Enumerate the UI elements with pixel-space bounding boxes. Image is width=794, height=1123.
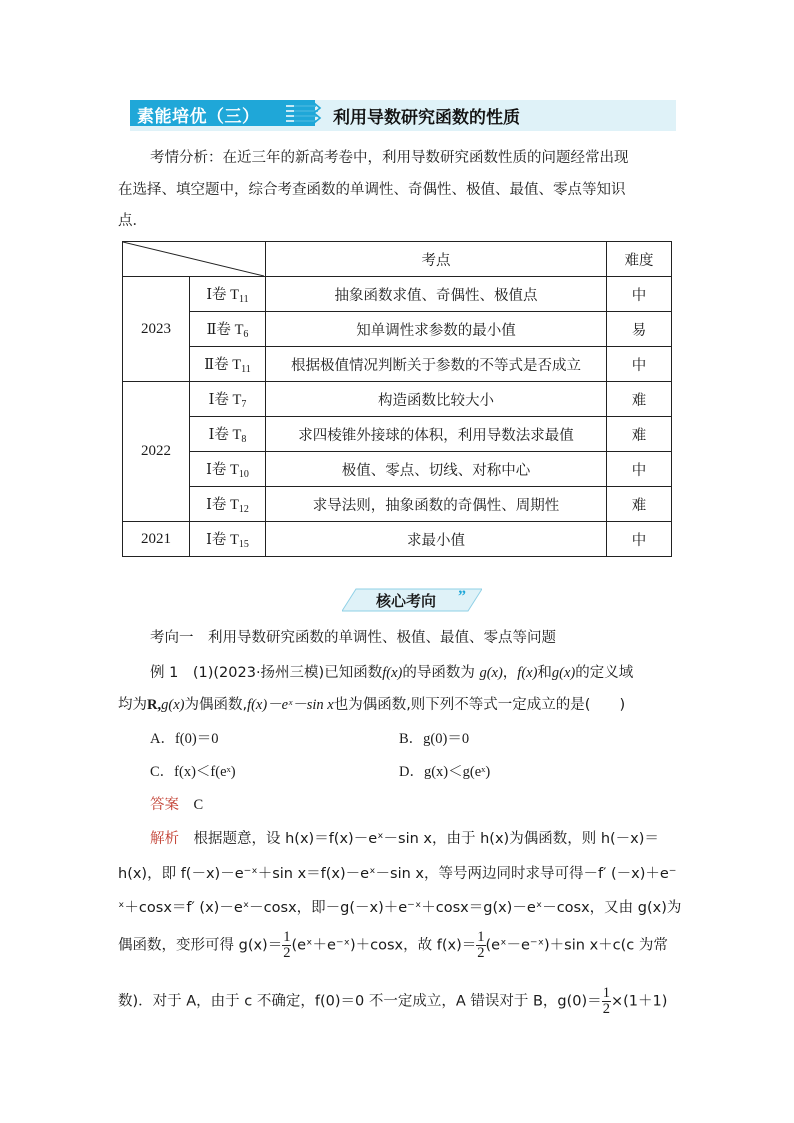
volume-label: Ⅱ卷 [204, 357, 229, 373]
question-number: 6 [243, 329, 249, 340]
solution-text-4a: 偶函数，变形可得 g(x)＝ [118, 937, 283, 954]
question-number: 11 [241, 364, 251, 375]
volume-cell [190, 382, 266, 417]
question-number: 7 [241, 399, 247, 410]
difficulty-cell: 中 [607, 347, 672, 382]
volume-cell [190, 452, 266, 487]
analysis-line-1: 考情分析：在近三年的新高考卷中，利用导数研究函数性质的问题经常出现 [150, 150, 629, 166]
topic-cell: 求导法则，抽象函数的奇偶性、周期性 [266, 487, 607, 522]
question-number: 8 [241, 434, 247, 445]
solution-text-1: 根据题意，设 h(x)＝f(x)－eˣ－sin x，由于 h(x)为偶函数，则 h(－x)＝ [193, 831, 659, 847]
solution-line-1 [150, 827, 659, 848]
topic-cell: 极值、零点、切线、对称中心 [266, 452, 607, 487]
page-title: 利用导数研究函数的性质 [333, 108, 520, 128]
question-letter: T [230, 497, 239, 513]
difficulty-cell: 难 [607, 417, 672, 452]
question-number: 15 [238, 539, 249, 550]
stem-text-c: 和 [537, 665, 552, 681]
analysis-line-2: 在选择、填空题中，综合考查函数的单调性、奇偶性、极值、最值、零点等知识 [118, 182, 626, 198]
svg-text:”: ” [458, 588, 466, 605]
example-stem-line-1: 例 1 (1)(2023·扬州三模)已知函数f(x)的导函数为 g(x)，f(x)和g(x)的定义域 [150, 665, 634, 681]
volume-label: Ⅰ卷 [208, 427, 229, 443]
question-letter: T [230, 287, 240, 303]
table-header-row [123, 242, 672, 277]
math-R: R, [147, 697, 162, 713]
difficulty-cell: 难 [607, 382, 672, 417]
section-banner-title: 核心考向 [376, 592, 437, 610]
solution-text-5b: ×(1＋1) [610, 993, 668, 1010]
diagonal-line [123, 242, 264, 276]
stem-text-d: 的定义域 [575, 665, 634, 681]
volume-label: Ⅰ卷 [208, 392, 229, 408]
stem-text-g: 也为偶函数,则下列不等式一定成立的是( ) [333, 697, 626, 713]
solution-line-4 [118, 930, 668, 961]
table-row [123, 487, 672, 522]
topic-cell: 构造函数比较大小 [266, 382, 607, 417]
table-row [123, 347, 672, 382]
math-gx-2: g(x) [551, 665, 576, 681]
volume-cell [190, 277, 266, 312]
example-label: 例 1 [150, 665, 179, 681]
volume-label: Ⅱ卷 [206, 322, 231, 338]
table-body [123, 277, 672, 557]
question-letter: T [234, 322, 244, 338]
difficulty-cell: 中 [607, 452, 672, 487]
option-b[interactable]: B．g(0)＝0 [399, 731, 470, 747]
question-letter: T [230, 462, 239, 478]
table-row [123, 312, 672, 347]
volume-cell [190, 417, 266, 452]
option-c[interactable]: C．f(x)＜f(eˣ) [150, 764, 236, 780]
answer-label: 答案 [150, 797, 179, 813]
diagonal-header-cell [123, 242, 266, 277]
fraction-numerator: 1 [477, 929, 485, 945]
topic-cell: 知单调性求参数的最小值 [266, 312, 607, 347]
example-stem-line-2 [118, 693, 625, 714]
math-expr: f(x)－eˣ－sin x [247, 697, 334, 713]
stem-text-b: 的导函数为 [402, 665, 475, 681]
stem-text-a: (1)(2023·扬州三模)已知函数 [192, 665, 383, 681]
analysis-line-3: 点． [118, 213, 147, 229]
solution-text-4b: (eˣ＋e⁻ˣ)＋cosx，故 f(x)＝ [291, 937, 477, 954]
volume-cell [190, 312, 266, 347]
question-letter: T [232, 427, 242, 443]
answer-value: C [193, 797, 204, 813]
exam-analysis-table [122, 241, 672, 557]
volume-label: Ⅰ卷 [206, 532, 227, 548]
difficulty-cell: 中 [607, 277, 672, 312]
fraction-half-3 [602, 986, 611, 1017]
table-row [123, 452, 672, 487]
difficulty-cell: 中 [607, 522, 672, 557]
stem-text-e: 均为 [118, 697, 147, 713]
topic-cell: 求四棱锥外接球的体积，利用导数法求最值 [266, 417, 607, 452]
volume-label: Ⅰ卷 [206, 462, 227, 478]
table-row [123, 382, 672, 417]
volume-label: Ⅰ卷 [206, 287, 227, 303]
difficulty-cell: 易 [607, 312, 672, 347]
topic-cell: 根据极值情况判断关于参数的不等式是否成立 [266, 347, 607, 382]
volume-cell [190, 522, 266, 557]
option-a[interactable]: A．f(0)＝0 [150, 731, 219, 747]
question-number: 11 [239, 294, 249, 305]
solution-text-4c: (eˣ－e⁻ˣ)＋sin x＋c(c 为常 [485, 937, 668, 954]
header-tag: 素能培优（三） [137, 107, 260, 127]
header-topic: 考点 [266, 242, 607, 277]
solution-line-2: h(x)，即 f(－x)－e⁻ˣ＋sin x＝f(x)－eˣ－sin x，等号两边同时求导可得－f′ (－x)＋e⁻ [118, 866, 677, 882]
difficulty-cell: 难 [607, 487, 672, 522]
question-letter: T [230, 532, 239, 548]
table-row [123, 417, 672, 452]
fraction-denominator: 2 [602, 1001, 610, 1017]
option-d[interactable]: D．g(x)＜g(eˣ) [399, 764, 491, 780]
question-number: 12 [238, 504, 249, 515]
topic-cell: 抽象函数求值、奇偶性、极值点 [266, 277, 607, 312]
year-cell: 2022 [123, 382, 190, 522]
solution-line-5 [118, 986, 667, 1017]
fraction-numerator: 1 [283, 929, 291, 945]
math-gx: g(x) [479, 665, 503, 681]
header-difficulty: 难度 [607, 242, 672, 277]
math-fx: f(x) [382, 665, 403, 681]
math-gx-3: g(x) [161, 697, 185, 713]
volume-label: Ⅰ卷 [206, 497, 227, 513]
table-row [123, 522, 672, 557]
stem-text-f: 为偶函数, [184, 697, 248, 713]
solution-text-5a: 数)．对于 A，由于 c 不确定，f(0)＝0 不一定成立，A 错误对于 B，g(0)＝ [118, 993, 602, 1010]
question-letter: T [232, 357, 242, 373]
solution-label: 解析 [150, 831, 179, 847]
fraction-half-2 [476, 930, 485, 961]
answer-line [150, 793, 203, 814]
fraction-denominator: 2 [283, 945, 291, 961]
year-cell: 2023 [123, 277, 190, 382]
year-cell: 2021 [123, 522, 190, 557]
fraction-numerator: 1 [602, 985, 610, 1001]
volume-cell [190, 347, 266, 382]
question-number: 10 [238, 469, 249, 480]
topic-cell: 求最小值 [266, 522, 607, 557]
volume-cell [190, 487, 266, 522]
arrows-icon [284, 100, 324, 126]
direction-heading: 考向一 利用导数研究函数的单调性、极值、最值、零点等问题 [150, 630, 556, 646]
solution-line-3: ˣ＋cosx＝f′ (x)－eˣ－cosx，即－g(－x)＋e⁻ˣ＋cosx＝g(x)－eˣ－cosx，又由 g(x)为 [118, 900, 682, 916]
fraction-denominator: 2 [477, 945, 485, 961]
table-row [123, 277, 672, 312]
question-letter: T [232, 392, 242, 408]
math-fx-2: f(x) [517, 665, 538, 681]
